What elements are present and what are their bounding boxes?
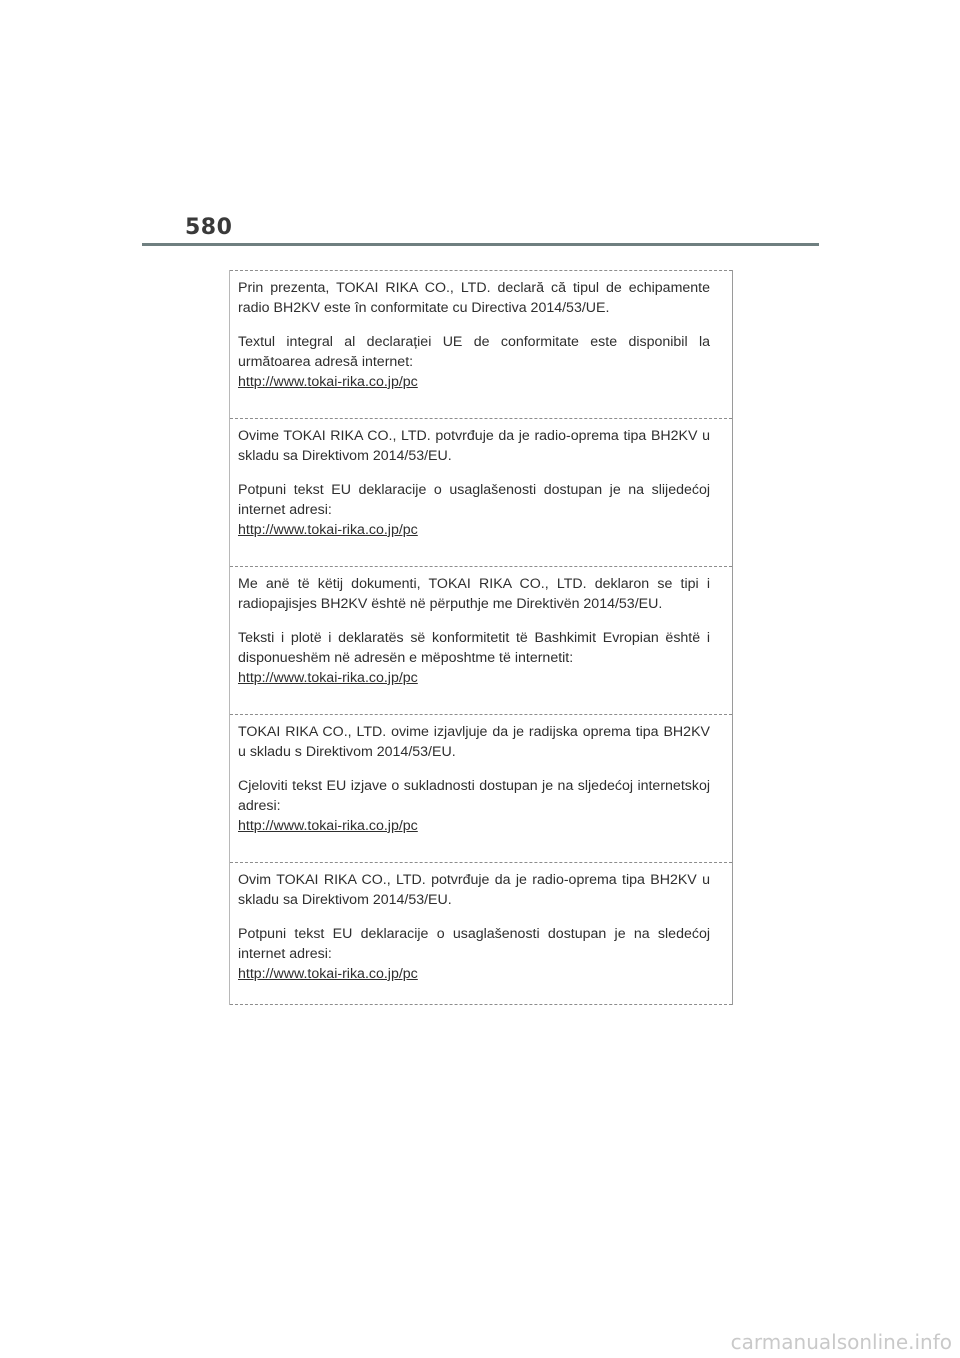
declaration-statement: Ovime TOKAI RIKA CO., LTD. potvrđuje da je radio-oprema tipa BH2KV u skladu sa Direktivom 2014/53/EU. — [238, 428, 710, 464]
declaration-link[interactable]: http://www.tokai-rika.co.jp/pc — [238, 818, 418, 834]
declaration-block-serbian — [230, 862, 732, 1005]
declaration-availability: Textul integral al declarației UE de conformitate este disponibil la următoarea adresă internet: — [238, 334, 710, 370]
header-rule — [142, 243, 819, 246]
declaration-link[interactable]: http://www.tokai-rika.co.jp/pc — [238, 374, 418, 390]
declaration-link[interactable]: http://www.tokai-rika.co.jp/pc — [238, 966, 418, 982]
declaration-availability: Teksti i plotë i deklaratës së konformitetit të Bashkimit Evropian është i disponueshëm në adresën e mëposhtme të internetit: — [238, 630, 710, 666]
watermark-text: carmanualsonline.info — [730, 1330, 952, 1354]
declaration-statement: TOKAI RIKA CO., LTD. ovime izjavljuje da je radijska oprema tipa BH2KV u skladu s Direktivom 2014/53/EU. — [238, 724, 710, 760]
declaration-availability: Potpuni tekst EU deklaracije o usaglašenosti dostupan je na slijedećoj internet adresi: — [238, 482, 710, 518]
declaration-block-romanian — [230, 270, 732, 418]
declaration-availability: Potpuni tekst EU deklaracije o usaglašenosti dostupan je na sledećoj internet adresi: — [238, 926, 710, 962]
declaration-statement: Prin prezenta, TOKAI RIKA CO., LTD. declară că tipul de echipamente radio BH2KV este în conformitate cu Directiva 2014/53/UE. — [238, 280, 710, 316]
declaration-statement: Ovim TOKAI RIKA CO., LTD. potvrđuje da je radio-oprema tipa BH2KV u skladu sa Direktivom 2014/53/EU. — [238, 872, 710, 908]
declaration-block-croatian — [230, 714, 732, 862]
page-number: 580 — [185, 215, 233, 240]
declarations-list — [229, 270, 733, 1005]
declaration-link[interactable]: http://www.tokai-rika.co.jp/pc — [238, 522, 418, 538]
declaration-block-albanian — [230, 566, 732, 714]
declaration-statement: Me anë të këtij dokumenti, TOKAI RIKA CO., LTD. deklaron se tipi i radiopajisjes BH2KV është në përputhje me Direktivën 2014/53/EU. — [238, 576, 710, 612]
declaration-block-montenegrin — [230, 418, 732, 566]
declaration-link[interactable]: http://www.tokai-rika.co.jp/pc — [238, 670, 418, 686]
declaration-availability: Cjeloviti tekst EU izjave o sukladnosti dostupan je na sljedećoj internetskoj adresi: — [238, 778, 710, 814]
